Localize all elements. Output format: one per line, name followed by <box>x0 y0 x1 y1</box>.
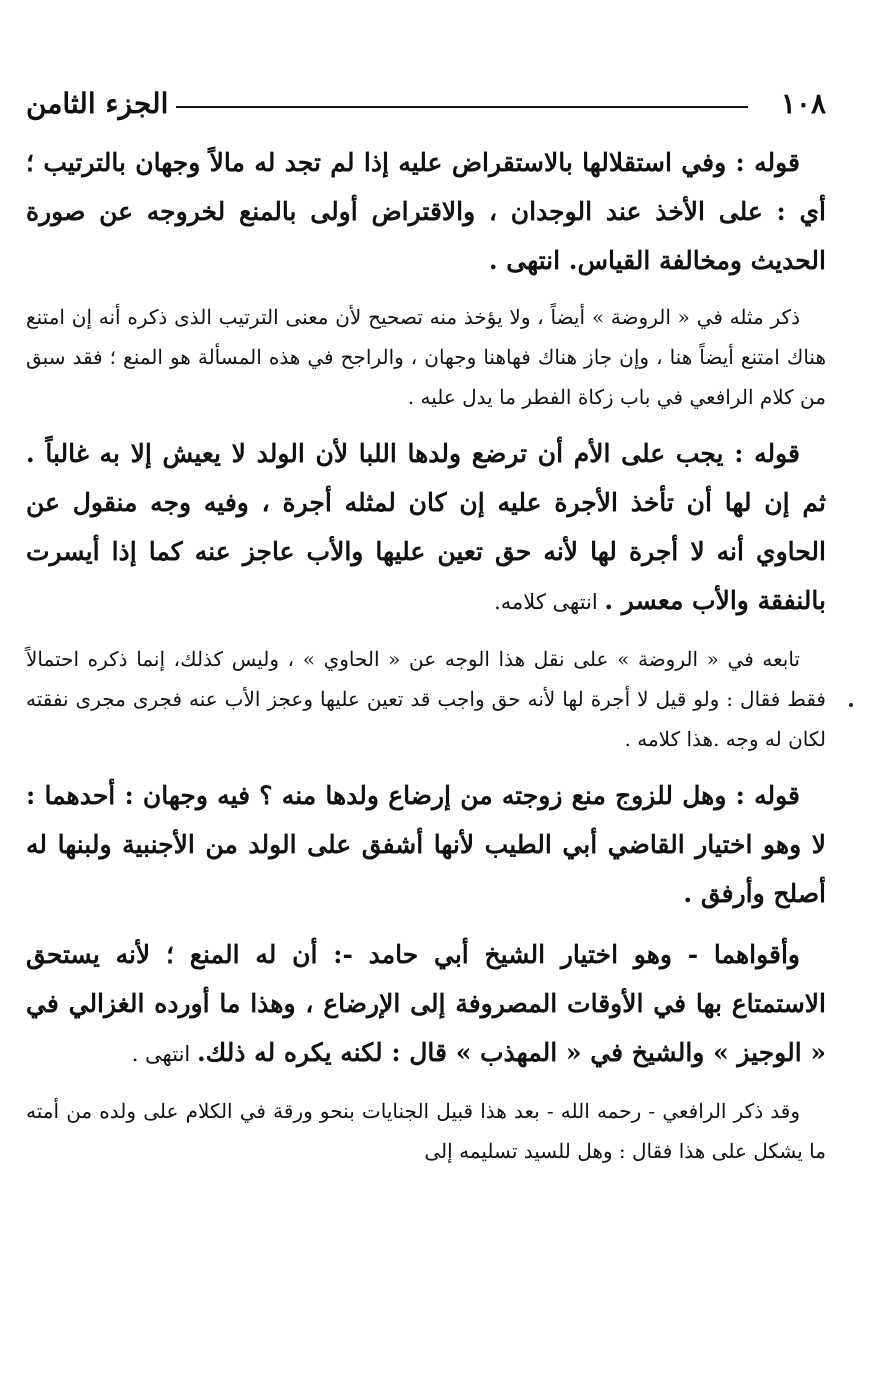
commentary-paragraph: ذكر مثله في « الروضة » أيضاً ، ولا يؤخذ منه تصحيح لأن معنى الترتيب الذى ذكره أنه إن امتنع هناك امتنع أيضاً هنا ، وإن جاز هناك فهاهنا وجهان ، والراجح في هذه المسألة هو المنع ؛ فقد سبق من كلام الرافعي في باب زكاة الفطر ما يدل عليه . <box>26 305 827 409</box>
quote-tail: انتهى . <box>131 1042 197 1066</box>
quote-paragraph <box>26 429 826 627</box>
document-page <box>26 84 826 1183</box>
quote-text: قوله : وهل للزوج منع زوجته من إرضاع ولدها منه ؟ فيه وجهان : أحدهما : لا وهو اختيار القاضي أبي الطيب لأنها أشفق على الولد من الأجنبية ولبنها له أصلح وأرفق . <box>26 781 826 908</box>
quote-paragraph <box>26 771 826 918</box>
header-rule <box>176 106 748 108</box>
commentary-paragraph: تابعه في « الروضة » على نقل هذا الوجه عن « الحاوي » ، وليس كذلك، إنما ذكره احتمالاً فقط فقال : ولو قيل لا أجرة لها لأنه حق واجب قد تعين عليها وعجز الأب عنه فجرى مجرى نفقته لكان له وجه .هذا كلامه . <box>26 647 826 751</box>
page-number: ١٠٨ <box>780 87 826 120</box>
quote-text: قوله : وفي استقلالها بالاستقراض عليه إذا لم تجد له مالاً وجهان بالترتيب ؛ أي : على الأخذ عند الوجدان ، والاقتراض أولى بالمنع لخروجه عن صورة الحديث ومخالفة القياس. انتهى . <box>26 148 826 275</box>
commentary-paragraph: وقد ذكر الرافعي - رحمه الله - بعد هذا قبيل الجنايات بنحو ورقة في الكلام على ولده من أمته ما يشكل على هذا فقال : وهل للسيد تسليمه إلى <box>26 1099 826 1163</box>
quote-tail: انتهى كلامه. <box>494 590 605 614</box>
quote-text: قوله : يجب على الأم أن ترضع ولدها اللبا لأن الولد لا يعيش إلا به غالباً . ثم إن لها أن تأخذ الأجرة عليه إن كان لمثله أجرة ، وفيه وجه منقول عن الحاوي أنه لا أجرة لها لأنه حق تعين عليها والأب عاجز عنه كما إذا أيسرت بالنفقة والأب معسر . <box>26 439 826 615</box>
running-head: الجزء الثامن <box>26 87 169 120</box>
page-header <box>26 84 826 130</box>
quote-text: وأقواهما - وهو اختيار الشيخ أبي حامد -: أن له المنع ؛ لأنه يستحق الاستمتاع بها في الأوقات المصروفة إلى الإرضاع ، وهذا ما أورده الغزالي في « الوجيز » والشيخ في « المهذب » قال : لكنه يكره له ذلك. <box>26 940 826 1067</box>
quote-paragraph <box>26 138 826 285</box>
margin-dot <box>849 703 853 707</box>
quote-paragraph <box>26 930 826 1079</box>
